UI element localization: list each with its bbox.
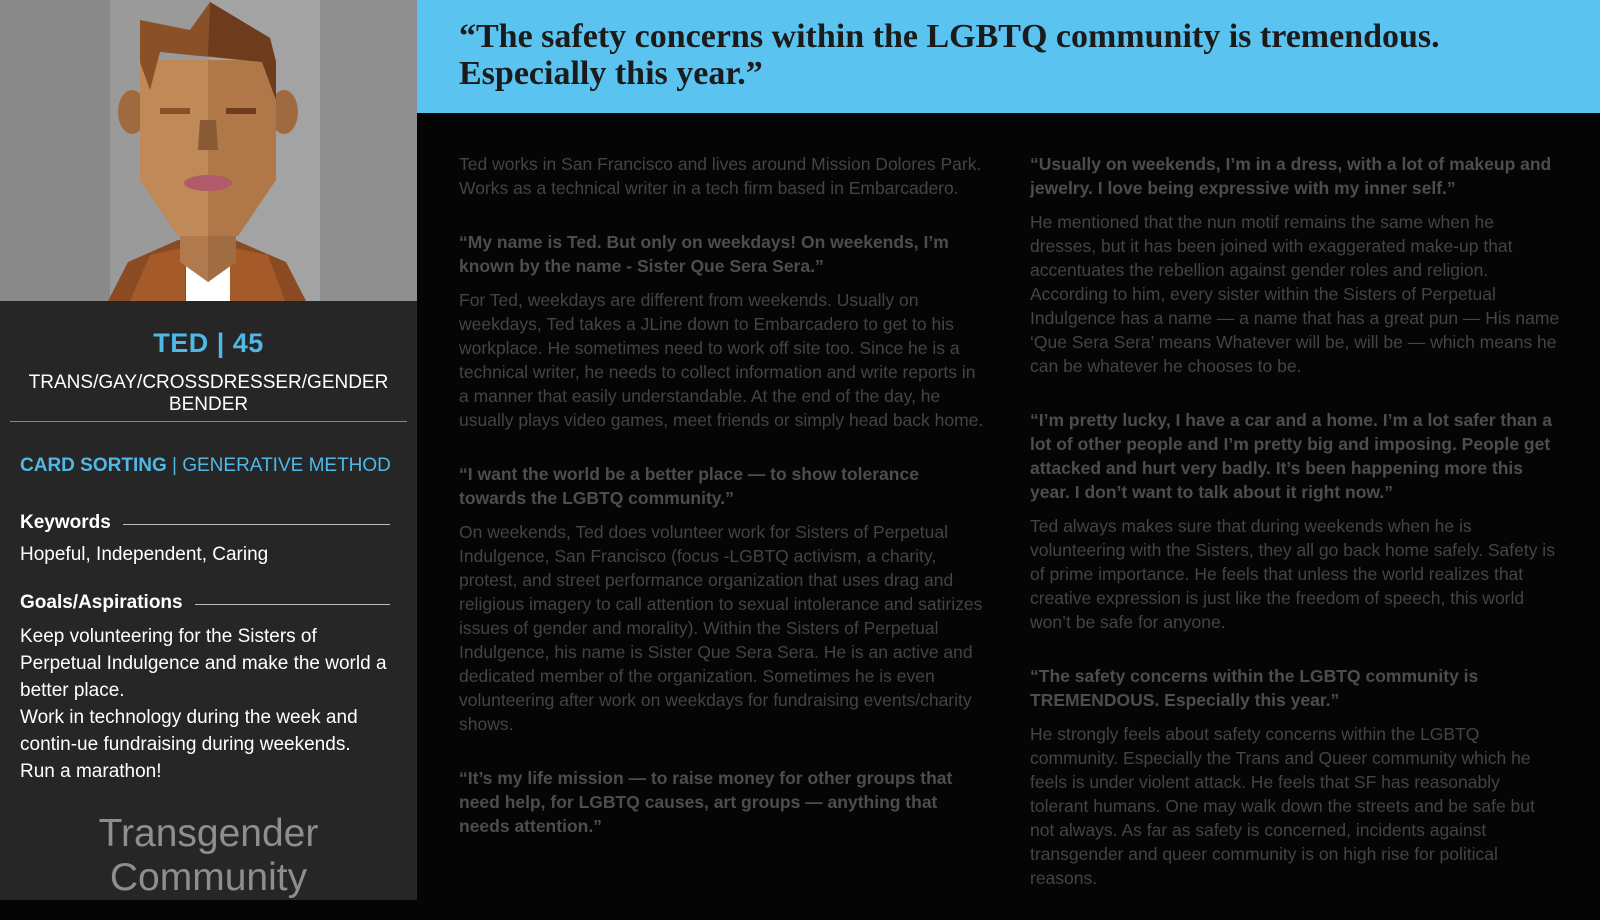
avatar-illustration bbox=[0, 0, 417, 301]
goals-heading bbox=[20, 592, 390, 614]
body-paragraph: He mentioned that the nun motif remains the same when he dresses, but it has been joined with exaggerated make-up that accentuates the rebellion against gender roles and religion. According to him, every sister within the Sisters of Perpetual Indulgence has a name — a name that has a great pun — His name ‘Que Sera Sera’ means Whatever will be, will be — which means he can be whatever he chooses to be. bbox=[1030, 212, 1560, 376]
pull-quote: “My name is Ted. But only on weekdays! On weekends, I’m known by the name - Sister Que Sera Sera.” bbox=[459, 232, 949, 276]
method-separator: | bbox=[166, 455, 183, 476]
goal-item: Run a marathon! bbox=[20, 761, 162, 782]
method-name: CARD SORTING bbox=[20, 455, 167, 476]
divider bbox=[10, 421, 407, 422]
header-quote bbox=[459, 18, 1579, 92]
keywords-heading-label: Keywords bbox=[20, 512, 111, 533]
pull-quote: “I want the world be a better place — to show tolerance towards the LGBTQ community.” bbox=[459, 464, 919, 508]
keywords-heading bbox=[20, 512, 390, 534]
pull-quote: “Usually on weekends, I’m in a dress, with a lot of makeup and jewelry. I love being expressive with my inner self.” bbox=[1030, 154, 1552, 198]
narrative-column-right bbox=[1030, 152, 1560, 920]
body-paragraph: Ted always makes sure that during weekends when he is volunteering with the Sisters, they all go back home safely. Safety is of prime importance. He feels that unless the world realizes that creative expression is just like the freedom of speech, this world won’t be safe for anyone. bbox=[1030, 516, 1555, 632]
research-method bbox=[20, 455, 391, 477]
body-paragraph: He strongly feels about safety concerns within the LGBTQ community. Especially the Trans and Queer community which he feels is under violent attack. He feels that SF has reasonably tolerant humans. One may walk down the streets and be safe but not always. As far as safety is concerned, incidents against transgender and queer community is on high rise for political reasons. bbox=[1030, 724, 1535, 888]
intro-paragraph: Ted works in San Francisco and lives around Mission Dolores Park. Works as a technical writer in a tech firm based in Embarcadero. bbox=[459, 154, 982, 198]
narrative-column-left bbox=[459, 152, 989, 848]
keywords-text: Hopeful, Independent, Caring bbox=[20, 544, 269, 565]
keywords-rule bbox=[123, 524, 390, 525]
goal-item: Work in technology during the week and contin-ue fundraising during weekends. bbox=[20, 707, 358, 755]
method-type: GENERATIVE METHOD bbox=[182, 455, 391, 476]
community-label: Transgender Community bbox=[98, 812, 319, 899]
persona-avatar bbox=[0, 0, 417, 301]
body-paragraph: On weekends, Ted does volunteer work for Sisters of Perpetual Indulgence, San Francisco (focus -LGBTQ activism, a charity, protest, and street performance organization that uses drag and religious imagery to call attention to sexual intolerance and satirizes issues of gender and morality). Within the Sisters of Perpetual Indulgence, his name is Sister Que Sera Sera. He is an active and dedicated member of the organization. Sometimes he is even volunteering after work on weekdays for fundraising events/charity shows. bbox=[459, 522, 983, 734]
persona-panel bbox=[0, 0, 417, 900]
goal-item: Keep volunteering for the Sisters of Perpetual Indulgence and make the world a better place. bbox=[20, 626, 387, 701]
pull-quote: “The safety concerns within the LGBTQ community is TREMENDOUS. Especially this year.” bbox=[1030, 666, 1479, 710]
pull-quote: “I’m pretty lucky, I have a car and a home. I’m a lot safer than a lot of other people and I’m pretty big and imposing. People get attacked and hurt very badly. It’s been happening more this year. I don’t want to talk about it right now.” bbox=[1030, 410, 1552, 502]
goals-rule bbox=[195, 604, 390, 605]
header-banner bbox=[417, 0, 1600, 113]
header-quote-line: Especially this year.” bbox=[459, 55, 763, 92]
goals-list bbox=[20, 623, 395, 785]
persona-name-age: TED | 45 bbox=[153, 328, 264, 358]
pull-quote: “It’s my life mission — to raise money for other groups that need help, for LGBTQ causes, art groups — anything that needs attention.” bbox=[459, 768, 953, 836]
persona-identity: TRANS/GAY/CROSSDRESSER/GENDER BENDER bbox=[28, 372, 389, 415]
goals-heading-label: Goals/Aspirations bbox=[20, 592, 183, 613]
body-paragraph: For Ted, weekdays are different from weekends. Usually on weekdays, Ted takes a JLine down to Embarcadero to get to his workplace. He sometimes need to work off site too. Since he is a technical writer, he needs to collect information and write reports in a manner that easily understandable. At the end of the day, he usually plays video games, meet friends or simply head back home. bbox=[459, 290, 984, 430]
header-quote-line: “The safety concerns within the LGBTQ community is tremendous. bbox=[459, 18, 1440, 55]
